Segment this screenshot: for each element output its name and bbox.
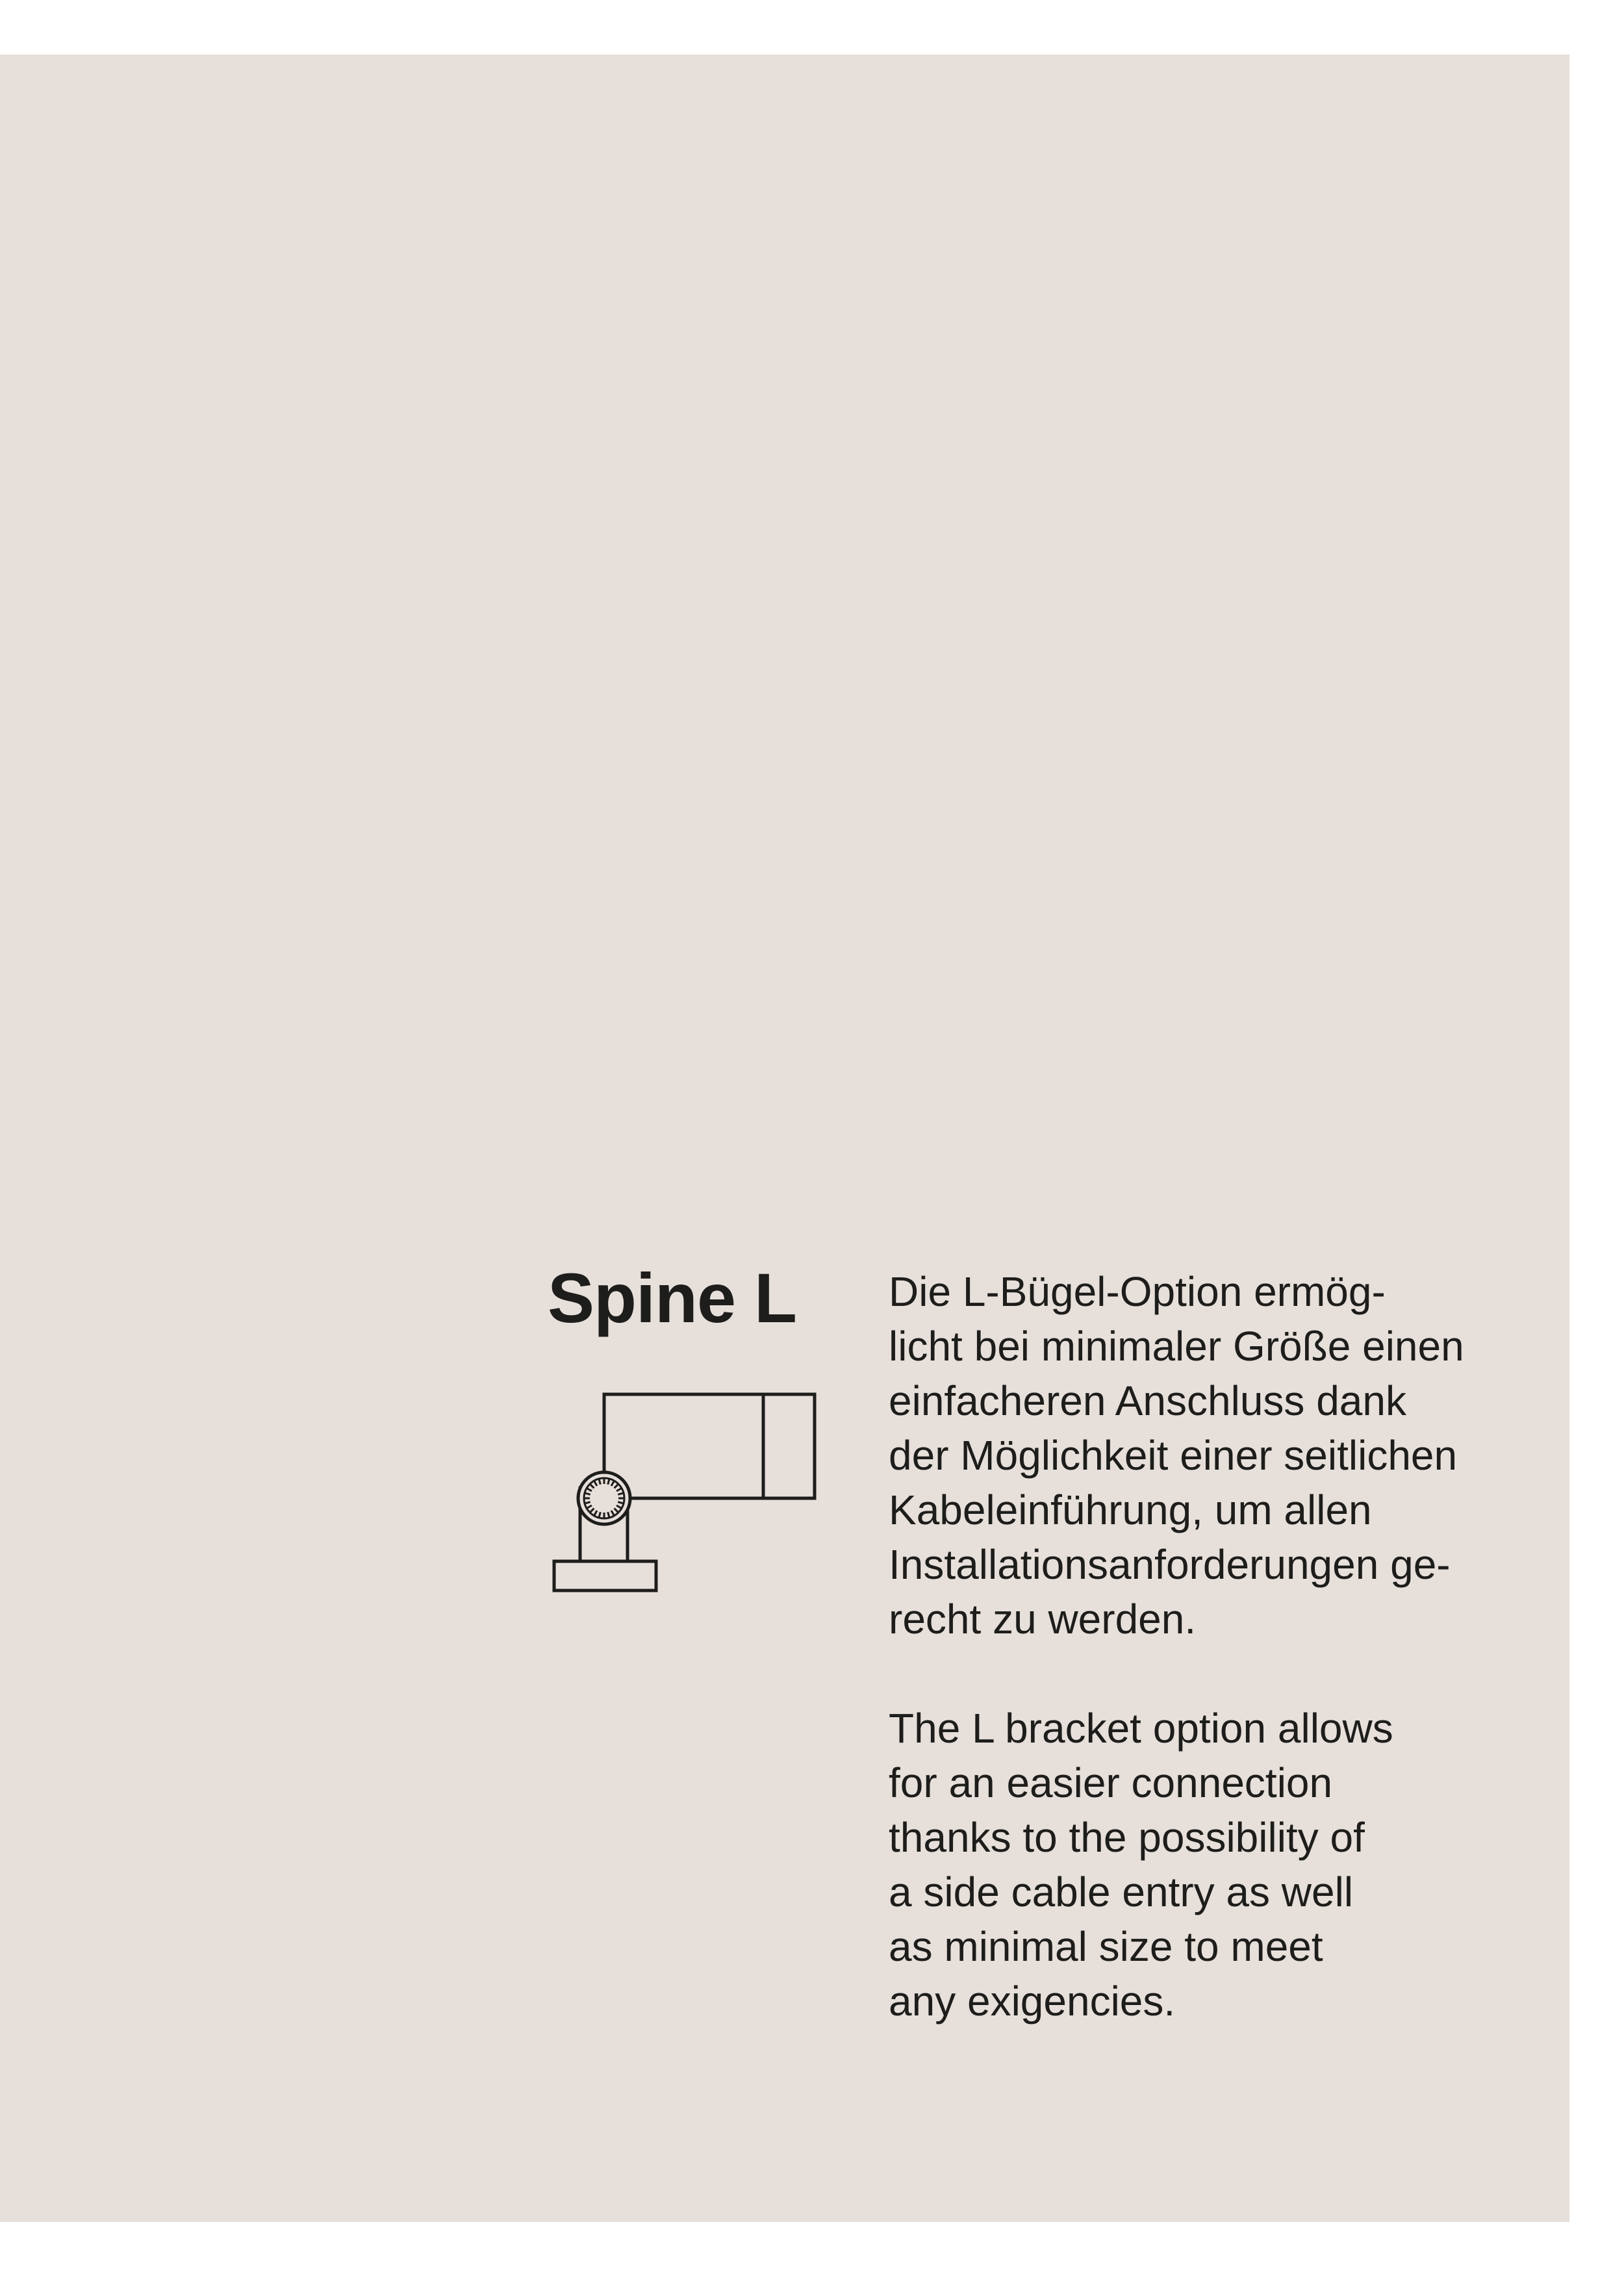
description-english-line: as minimal size to meet [889, 1923, 1323, 1970]
description-german-line: der Möglichkeit einer seitlichen [889, 1432, 1458, 1479]
description-german-line: Installationsanforderungen ge- [889, 1541, 1451, 1588]
product-title: Spine L [548, 1258, 797, 1337]
description-english-line: The L bracket option allows [889, 1705, 1393, 1752]
luminaire-body [604, 1394, 815, 1498]
description-german-line: licht bei minimaler Größe einen [889, 1323, 1464, 1370]
description-german-line: Die L-Bügel-Option ermög- [889, 1268, 1386, 1315]
description-german-line: Kabeleinführung, um allen [889, 1487, 1372, 1533]
description-english-line: thanks to the possibility of [889, 1814, 1365, 1861]
description-english-line: a side cable entry as well [889, 1869, 1354, 1915]
description-german-line: recht zu werden. [889, 1596, 1197, 1642]
description-column [889, 1264, 1564, 2028]
description-german [889, 1264, 1564, 1646]
description-german-line: einfacheren Anschluss dank [889, 1377, 1406, 1424]
description-english [889, 1701, 1564, 2028]
description-english-line: for an easier connection [889, 1759, 1333, 1806]
bracket-base-plate [554, 1561, 656, 1591]
spine-l-bracket-drawing-icon [549, 1389, 822, 1597]
description-english-line: any exigencies. [889, 1978, 1176, 2025]
paragraph-spacer [889, 1646, 1564, 1701]
